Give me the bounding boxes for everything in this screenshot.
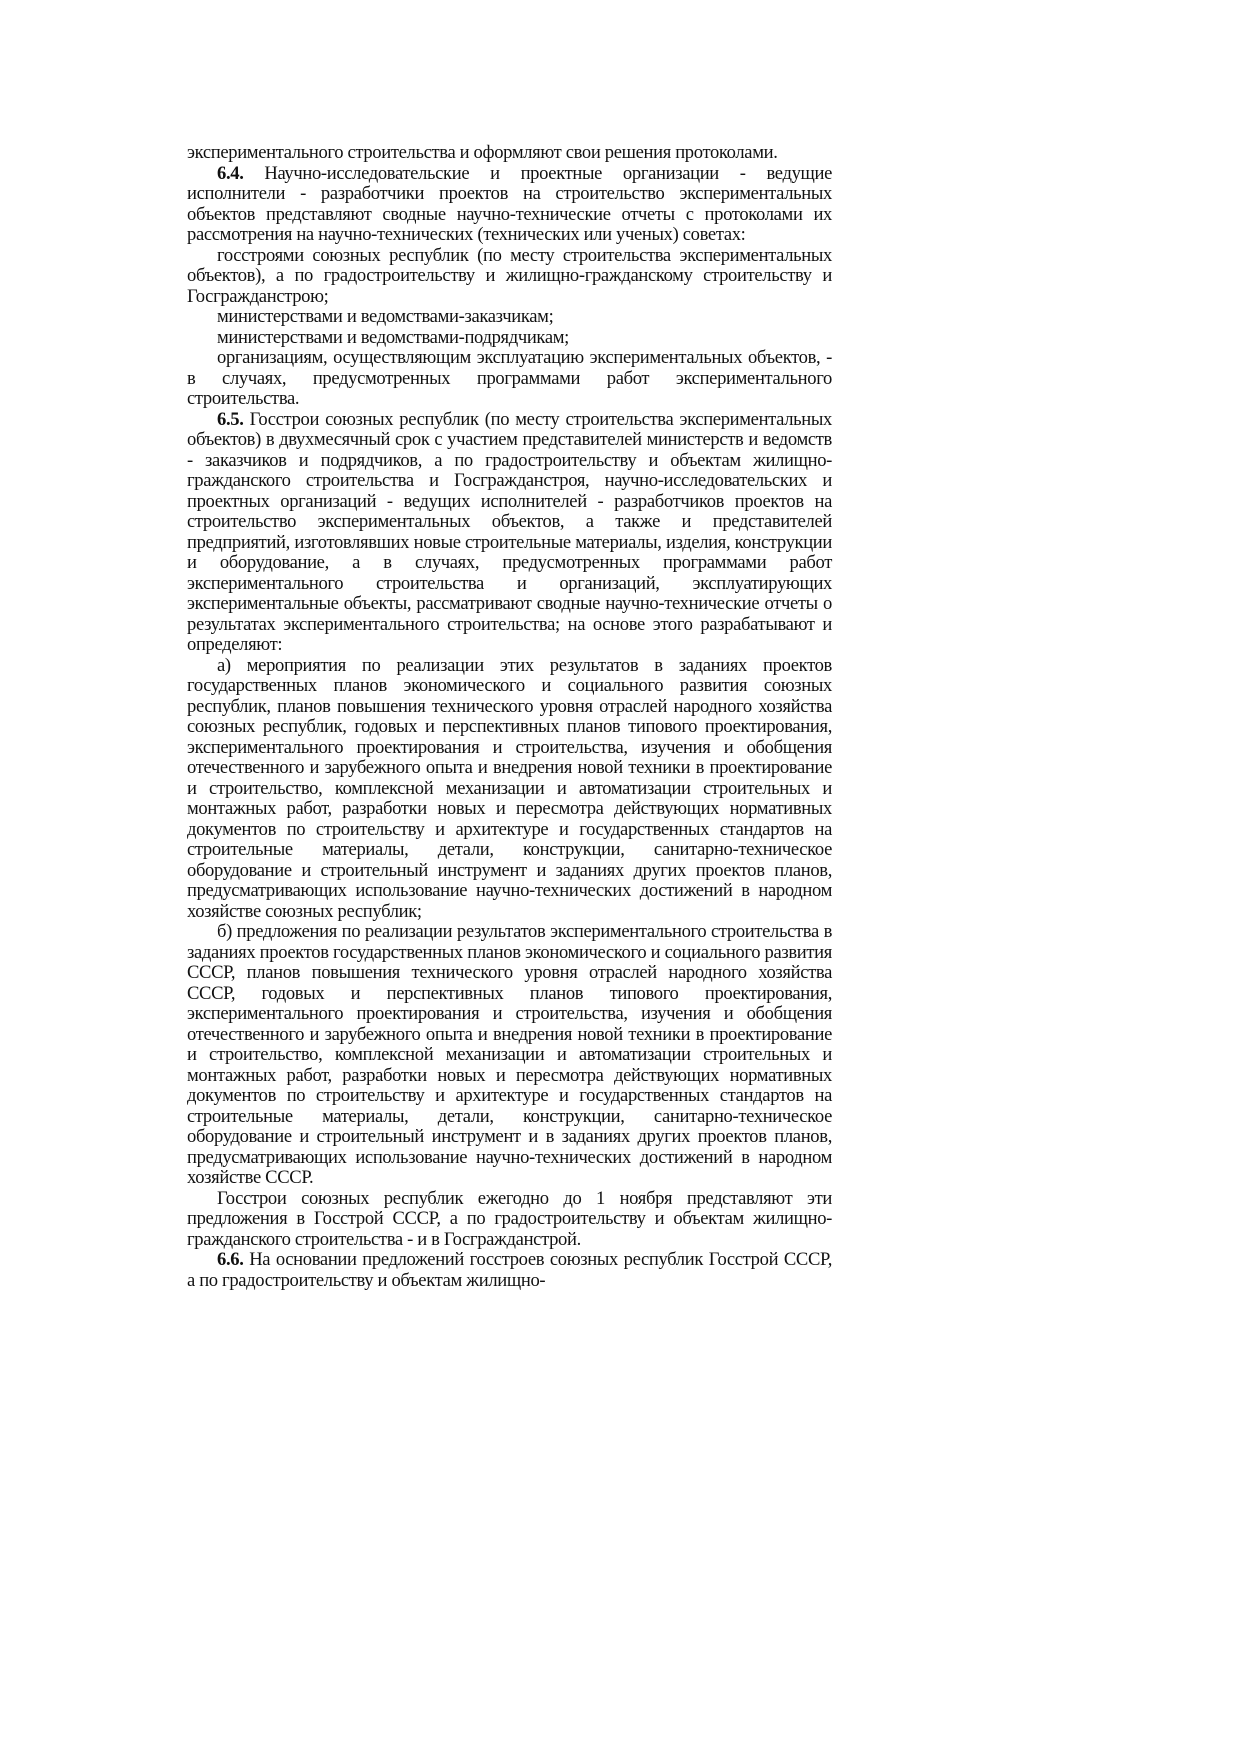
paragraph-6-5 [187, 410, 832, 656]
list-item-organizations [187, 348, 832, 410]
document-page [187, 143, 832, 1291]
section-number: 6.6. [217, 1249, 244, 1270]
paragraph-text: Госстрои союзных республик (по месту строительства экспериментальных объектов) в двухмесячный срок с участием представителей министерств и ведомств - заказчиков и подрядчиков, а по градостроительству и объектам жилищно-гражданского строительства и Госгражданстроя, научно-исследовательских и проектных организаций - ведущих исполнителей - разработчиков проектов на строительство экспериментальных объектов, а также и представителей предприятий, изготовлявших новые строительные материалы, изделия, конструкции и оборудование, а в случаях, предусмотренных программами работ экспериментального строительства и организаций, эксплуатирующих экспериментальные объекты, рассматривают сводные научно-технические отчеты о результатах экспериментального строительства; на основе этого разрабатывают и определяют: [187, 408, 832, 655]
paragraph-6-6 [187, 1250, 832, 1291]
paragraph-text: а) мероприятия по реализации этих результатов в заданиях проектов государственных планов экономического и социального развития союзных республик, планов повышения технического уровня отраслей народного хозяйства союзных республик, годовых и перспективных планов типового проектирования, экспериментального проектирования и строительства, изучения и обобщения отечественного и зарубежного опыта и внедрения новой техники в проектирование и строительство, комплексной механизации и автоматизации строительных и монтажных работ, разработки новых и пересмотра действующих нормативных документов по строительству и архитектуре и государственных стандартов на строительные материалы, детали, конструкции, санитарно-техническое оборудование и строительный инструмент и заданиях других проектов планов, предусматривающих использование научно-технических достижений в народном хозяйстве союзных республик; [187, 654, 832, 922]
list-item-gosstroi [187, 246, 832, 308]
paragraph-text: На основании предложений госстроев союзных республик Госстрой СССР, а по градостроительству и объектам жилищно- [187, 1249, 832, 1291]
paragraph-text: министерствами и ведомствами-подрядчикам; [217, 326, 569, 348]
paragraph-text: организациям, осуществляющим эксплуатацию экспериментальных объектов, - в случаях, предусмотренных программами работ экспериментального строительства. [187, 347, 832, 409]
section-number: 6.5. [217, 408, 244, 430]
list-item-a [187, 656, 832, 923]
list-item-zakazchiki [187, 307, 832, 328]
paragraph-proposals-deadline [187, 1189, 832, 1251]
paragraph-text: министерствами и ведомствами-заказчикам; [217, 306, 554, 327]
paragraph-6-4 [187, 164, 832, 246]
paragraph-text: б) предложения по реализации результатов экспериментального строительства в заданиях проектов государственных планов экономического и социального развития СССР, планов повышения технического уровня отраслей народного хозяйства СССР, годовых и перспективных планов типового проектирования, экспериментального проектирования и строительства, изучения и обобщения отечественного и зарубежного опыта и внедрения новой техники в проектирование и строительство, комплексной механизации и автоматизации строительных и монтажных работ, разработки новых и пересмотра действующих нормативных документов по строительству и архитектуре и государственных стандартов на строительные материалы, детали, конструкции, санитарно-техническое оборудование и строительный инструмент и в заданиях других проектов планов, предусматривающих использование научно-технических достижений в народном хозяйстве СССР. [187, 921, 832, 1188]
list-item-b [187, 922, 832, 1189]
section-number: 6.4. [217, 162, 244, 184]
paragraph-text: госстроями союзных республик (по месту строительства экспериментальных объектов), а по градостроительству и жилищно-гражданскому строительству и Госгражданстрою; [187, 244, 832, 307]
paragraph-text: экспериментального строительства и оформляют свои решения протоколами. [187, 142, 778, 163]
list-item-podryadchiki [187, 328, 832, 349]
paragraph-continuation [187, 143, 832, 164]
paragraph-text: Госстрои союзных республик ежегодно до 1 ноября представляют эти предложения в Госстрой СССР, а по градостроительству и объектам жилищно-гражданского строительства - и в Госгражданстрой. [187, 1187, 832, 1250]
paragraph-text: Научно-исследовательские и проектные организации - ведущие исполнители - разработчики проектов на строительство экспериментальных объектов представляют сводные научно-технические отчеты с протоколами их рассмотрения на научно-технических (технических или ученых) советах: [187, 162, 832, 245]
